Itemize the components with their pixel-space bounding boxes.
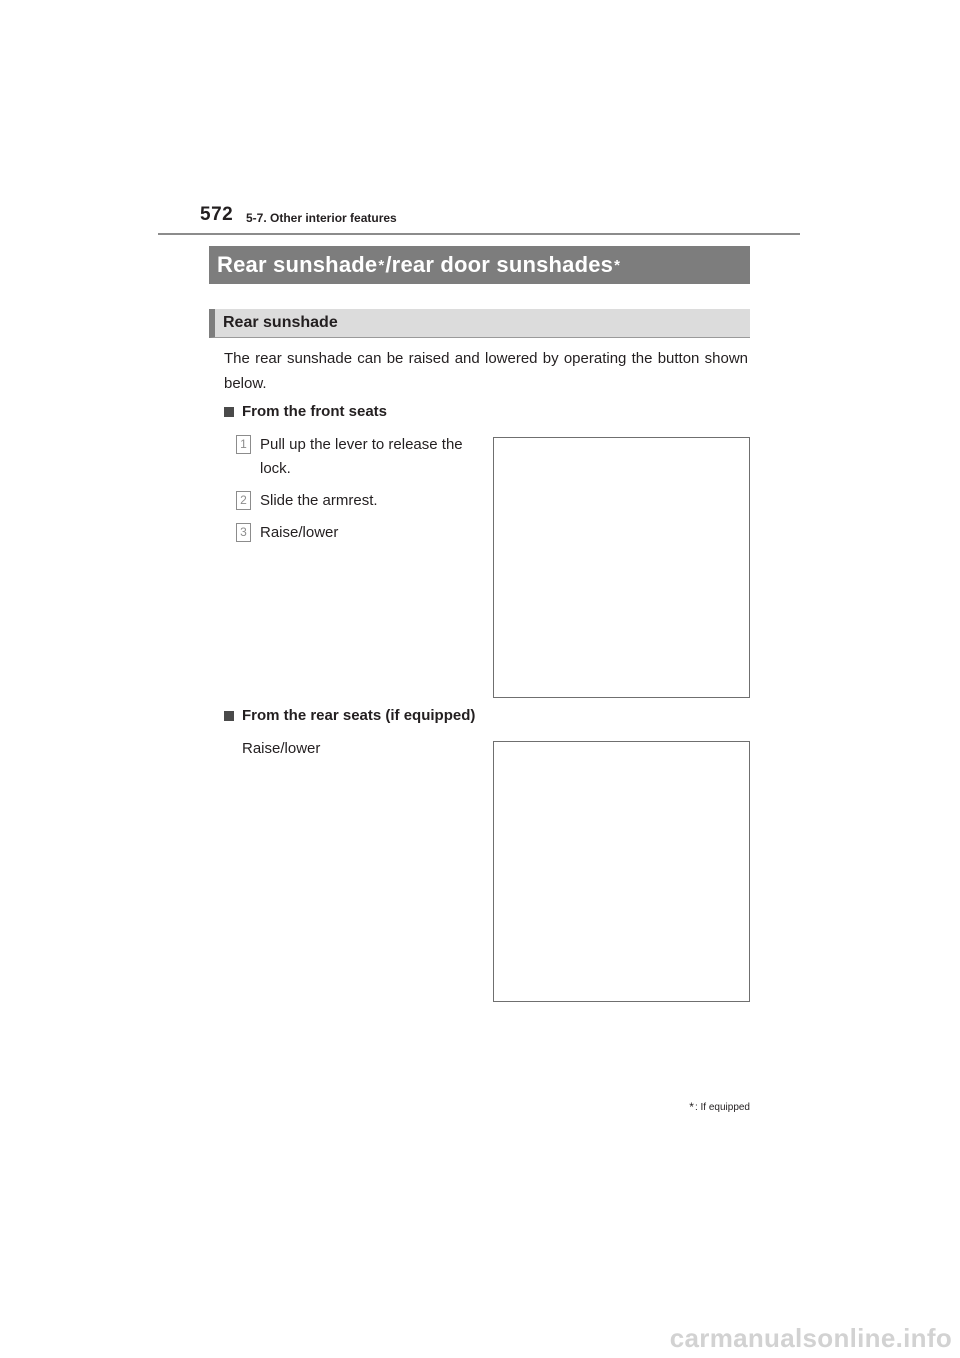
rear-seats-heading xyxy=(224,707,475,724)
subsection-title: Rear sunshade xyxy=(209,309,750,338)
intro-paragraph: The rear sunshade can be raised and lowered by operating the button shown below. xyxy=(224,350,748,392)
watermark: carmanualsonline.info xyxy=(669,1323,952,1353)
page-number: 572 xyxy=(200,204,234,225)
section-label: 5-7. Other interior features xyxy=(246,211,397,225)
square-bullet-icon xyxy=(224,711,234,721)
title-part-2: /rear door sunshades xyxy=(385,252,614,277)
footnote xyxy=(689,1100,750,1114)
step-1 xyxy=(236,433,486,481)
footnote-text: : If equipped xyxy=(694,1101,750,1113)
step-number-badge: 1 xyxy=(236,435,251,454)
rear-seats-heading-text: From the rear seats (if equipped) xyxy=(242,707,476,724)
title-star-2: * xyxy=(614,256,621,274)
header-divider xyxy=(158,233,800,235)
step-text: Raise/lower xyxy=(260,524,339,541)
front-seats-heading-text: From the front seats xyxy=(242,403,388,420)
front-seats-illustration xyxy=(493,437,750,698)
step-text: Slide the armrest. xyxy=(260,492,378,509)
step-number-badge: 3 xyxy=(236,523,251,542)
page-title xyxy=(209,246,750,284)
step-text: Pull up the lever to release the lock. xyxy=(260,436,463,477)
front-seats-heading xyxy=(224,403,387,420)
title-part-1: Rear sunshade xyxy=(217,252,378,277)
rear-seats-illustration xyxy=(493,741,750,1002)
title-star-1: * xyxy=(378,256,385,274)
step-number-badge: 2 xyxy=(236,491,251,510)
rear-seats-text: Raise/lower xyxy=(242,740,321,757)
step-2 xyxy=(236,489,486,513)
asterisk-icon: * xyxy=(689,1100,694,1114)
square-bullet-icon xyxy=(224,407,234,417)
step-3 xyxy=(236,521,486,545)
